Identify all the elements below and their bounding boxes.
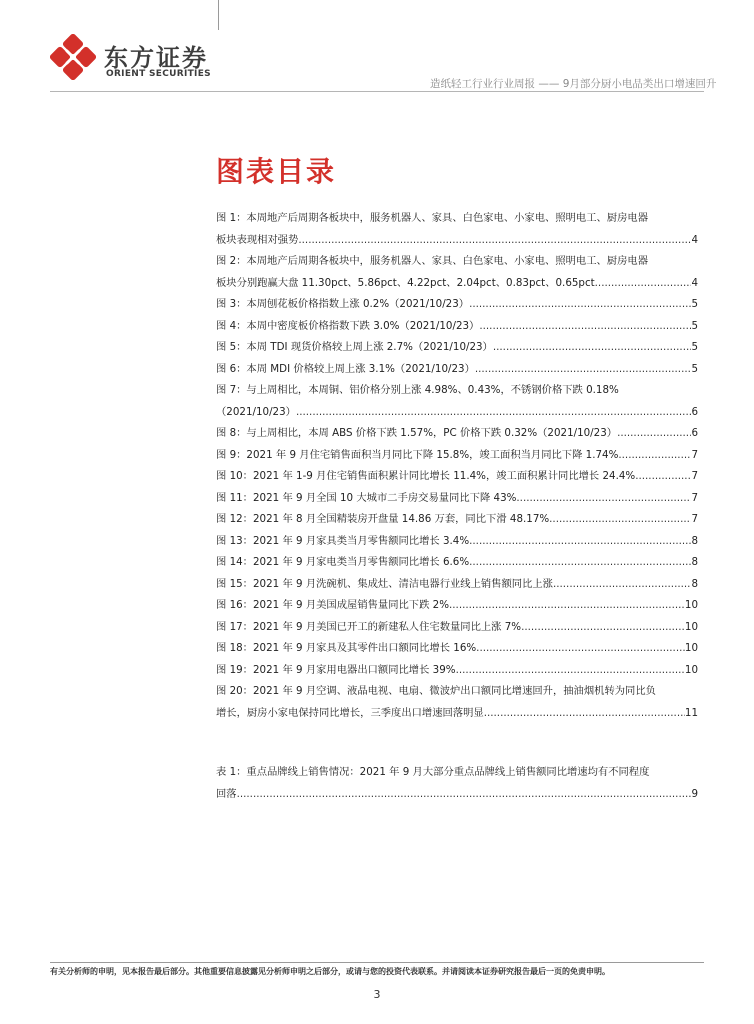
report-header — [430, 76, 717, 91]
footer-divider — [50, 962, 704, 963]
toc-entry-fig-18[interactable]: 图 18：2021 年 9 月家具及其零件出口额同比增长 16% ..... 10 — [216, 638, 698, 660]
figure-list — [216, 208, 698, 724]
report-category: 造纸轻工行业行业周报 — [430, 78, 535, 90]
toc-entry-fig-13[interactable]: 图 13：2021 年 9 月家具类当月零售额同比增长 3.4% ..... 8 — [216, 531, 698, 553]
header-separator: —— — [538, 78, 560, 90]
toc-entry-fig-14[interactable]: 图 14：2021 年 9 月家电类当月零售额同比增长 6.6% ..... 8 — [216, 552, 698, 574]
orient-securities-logo-icon — [50, 34, 96, 80]
page-title: 图表目录 — [216, 155, 337, 188]
logo-name-en: ORIENT SECURITIES — [106, 69, 211, 79]
report-subtitle: 9月部分厨小电品类出口增速回升 — [562, 78, 717, 90]
footer-disclaimer: 有关分析师的申明，见本报告最后部分。其他重要信息披露见分析师申明之后部分，或请与您的投资代表联系。并请阅读本证券研究报告最后一页的免责申明。 — [50, 967, 610, 976]
toc-entry-table-1[interactable]: 表 1：重点品牌线上销售情况：2021 年 9 月大部分重点品牌线上销售额同比增速均有不同程度 回落 ..... 9 — [216, 762, 698, 805]
toc-entry-fig-10[interactable]: 图 10：2021 年 1-9 月住宅销售面积累计同比增长 11.4%，竣工面积累计同比增长 24.4% ..... 7 — [216, 466, 698, 488]
toc-entry-fig-6[interactable]: 图 6：本周 MDI 价格较上周上涨 3.1%（2021/10/23） ..... 5 — [216, 359, 698, 381]
toc-entry-fig-3[interactable]: 图 3：本周刨花板价格指数上涨 0.2%（2021/10/23） ..... 5 — [216, 294, 698, 316]
header-vertical-divider — [218, 0, 219, 30]
toc-entry-fig-7[interactable]: 图 7：与上周相比，本周铜、铝价格分别上涨 4.98%、0.43%，不锈钢价格下跌 0.18% （2021/10/23） ..... 6 — [216, 380, 698, 423]
toc-entry-fig-16[interactable]: 图 16：2021 年 9 月美国成屋销售量同比下跌 2% ..... 10 — [216, 595, 698, 617]
toc-entry-fig-2[interactable]: 图 2：本周地产后周期各板块中，服务机器人、家具、白色家电、小家电、照明电工、厨房电器 板块分别跑赢大盘 11.30pct、5.86pct、4.22pct、2.04pct、0.83pct、0.65pct ..... 4 — [216, 251, 698, 294]
toc-entry-fig-12[interactable]: 图 12：2021 年 8 月全国精装房开盘量 14.86 万套，同比下滑 48.17% ..... 7 — [216, 509, 698, 531]
page-number: 3 — [373, 988, 381, 1001]
toc-entry-fig-19[interactable]: 图 19：2021 年 9 月家用电器出口额同比增长 39% ..... 10 — [216, 660, 698, 682]
table-list — [216, 762, 698, 805]
toc-entry-fig-1[interactable]: 图 1：本周地产后周期各板块中，服务机器人、家具、白色家电、小家电、照明电工、厨房电器 板块表现相对强势 ..... 4 — [216, 208, 698, 251]
header-divider — [50, 91, 704, 92]
toc-entry-fig-11[interactable]: 图 11：2021 年 9 月全国 10 大城市二手房交易量同比下降 43% ..... 7 — [216, 488, 698, 510]
toc-entry-fig-4[interactable]: 图 4：本周中密度板价格指数下跌 3.0%（2021/10/23） ..... 5 — [216, 316, 698, 338]
logo-name-cn: 东方证券 — [104, 44, 208, 72]
toc-entry-fig-8[interactable]: 图 8：与上周相比，本周 ABS 价格下跌 1.57%，PC 价格下跌 0.32%（2021/10/23） ..... 6 — [216, 423, 698, 445]
toc-entry-fig-5[interactable]: 图 5：本周 TDI 现货价格较上周上涨 2.7%（2021/10/23） ..... 5 — [216, 337, 698, 359]
company-logo — [50, 34, 240, 84]
toc-entry-fig-17[interactable]: 图 17：2021 年 9 月美国已开工的新建私人住宅数量同比上涨 7% ..... 10 — [216, 617, 698, 639]
toc-entry-fig-9[interactable]: 图 9：2021 年 9 月住宅销售面积当月同比下降 15.8%，竣工面积当月同比下降 1.74% ..... 7 — [216, 445, 698, 467]
toc-entry-fig-15[interactable]: 图 15：2021 年 9 月洗碗机、集成灶、清洁电器行业线上销售额同比上涨 ..... 8 — [216, 574, 698, 596]
toc-entry-fig-20[interactable]: 图 20：2021 年 9 月空调、液晶电视、电扇、微波炉出口额同比增速回升，抽油烟机转为同比负 增长，厨房小家电保持同比增长，三季度出口增速回落明显 ..... 11 — [216, 681, 698, 724]
